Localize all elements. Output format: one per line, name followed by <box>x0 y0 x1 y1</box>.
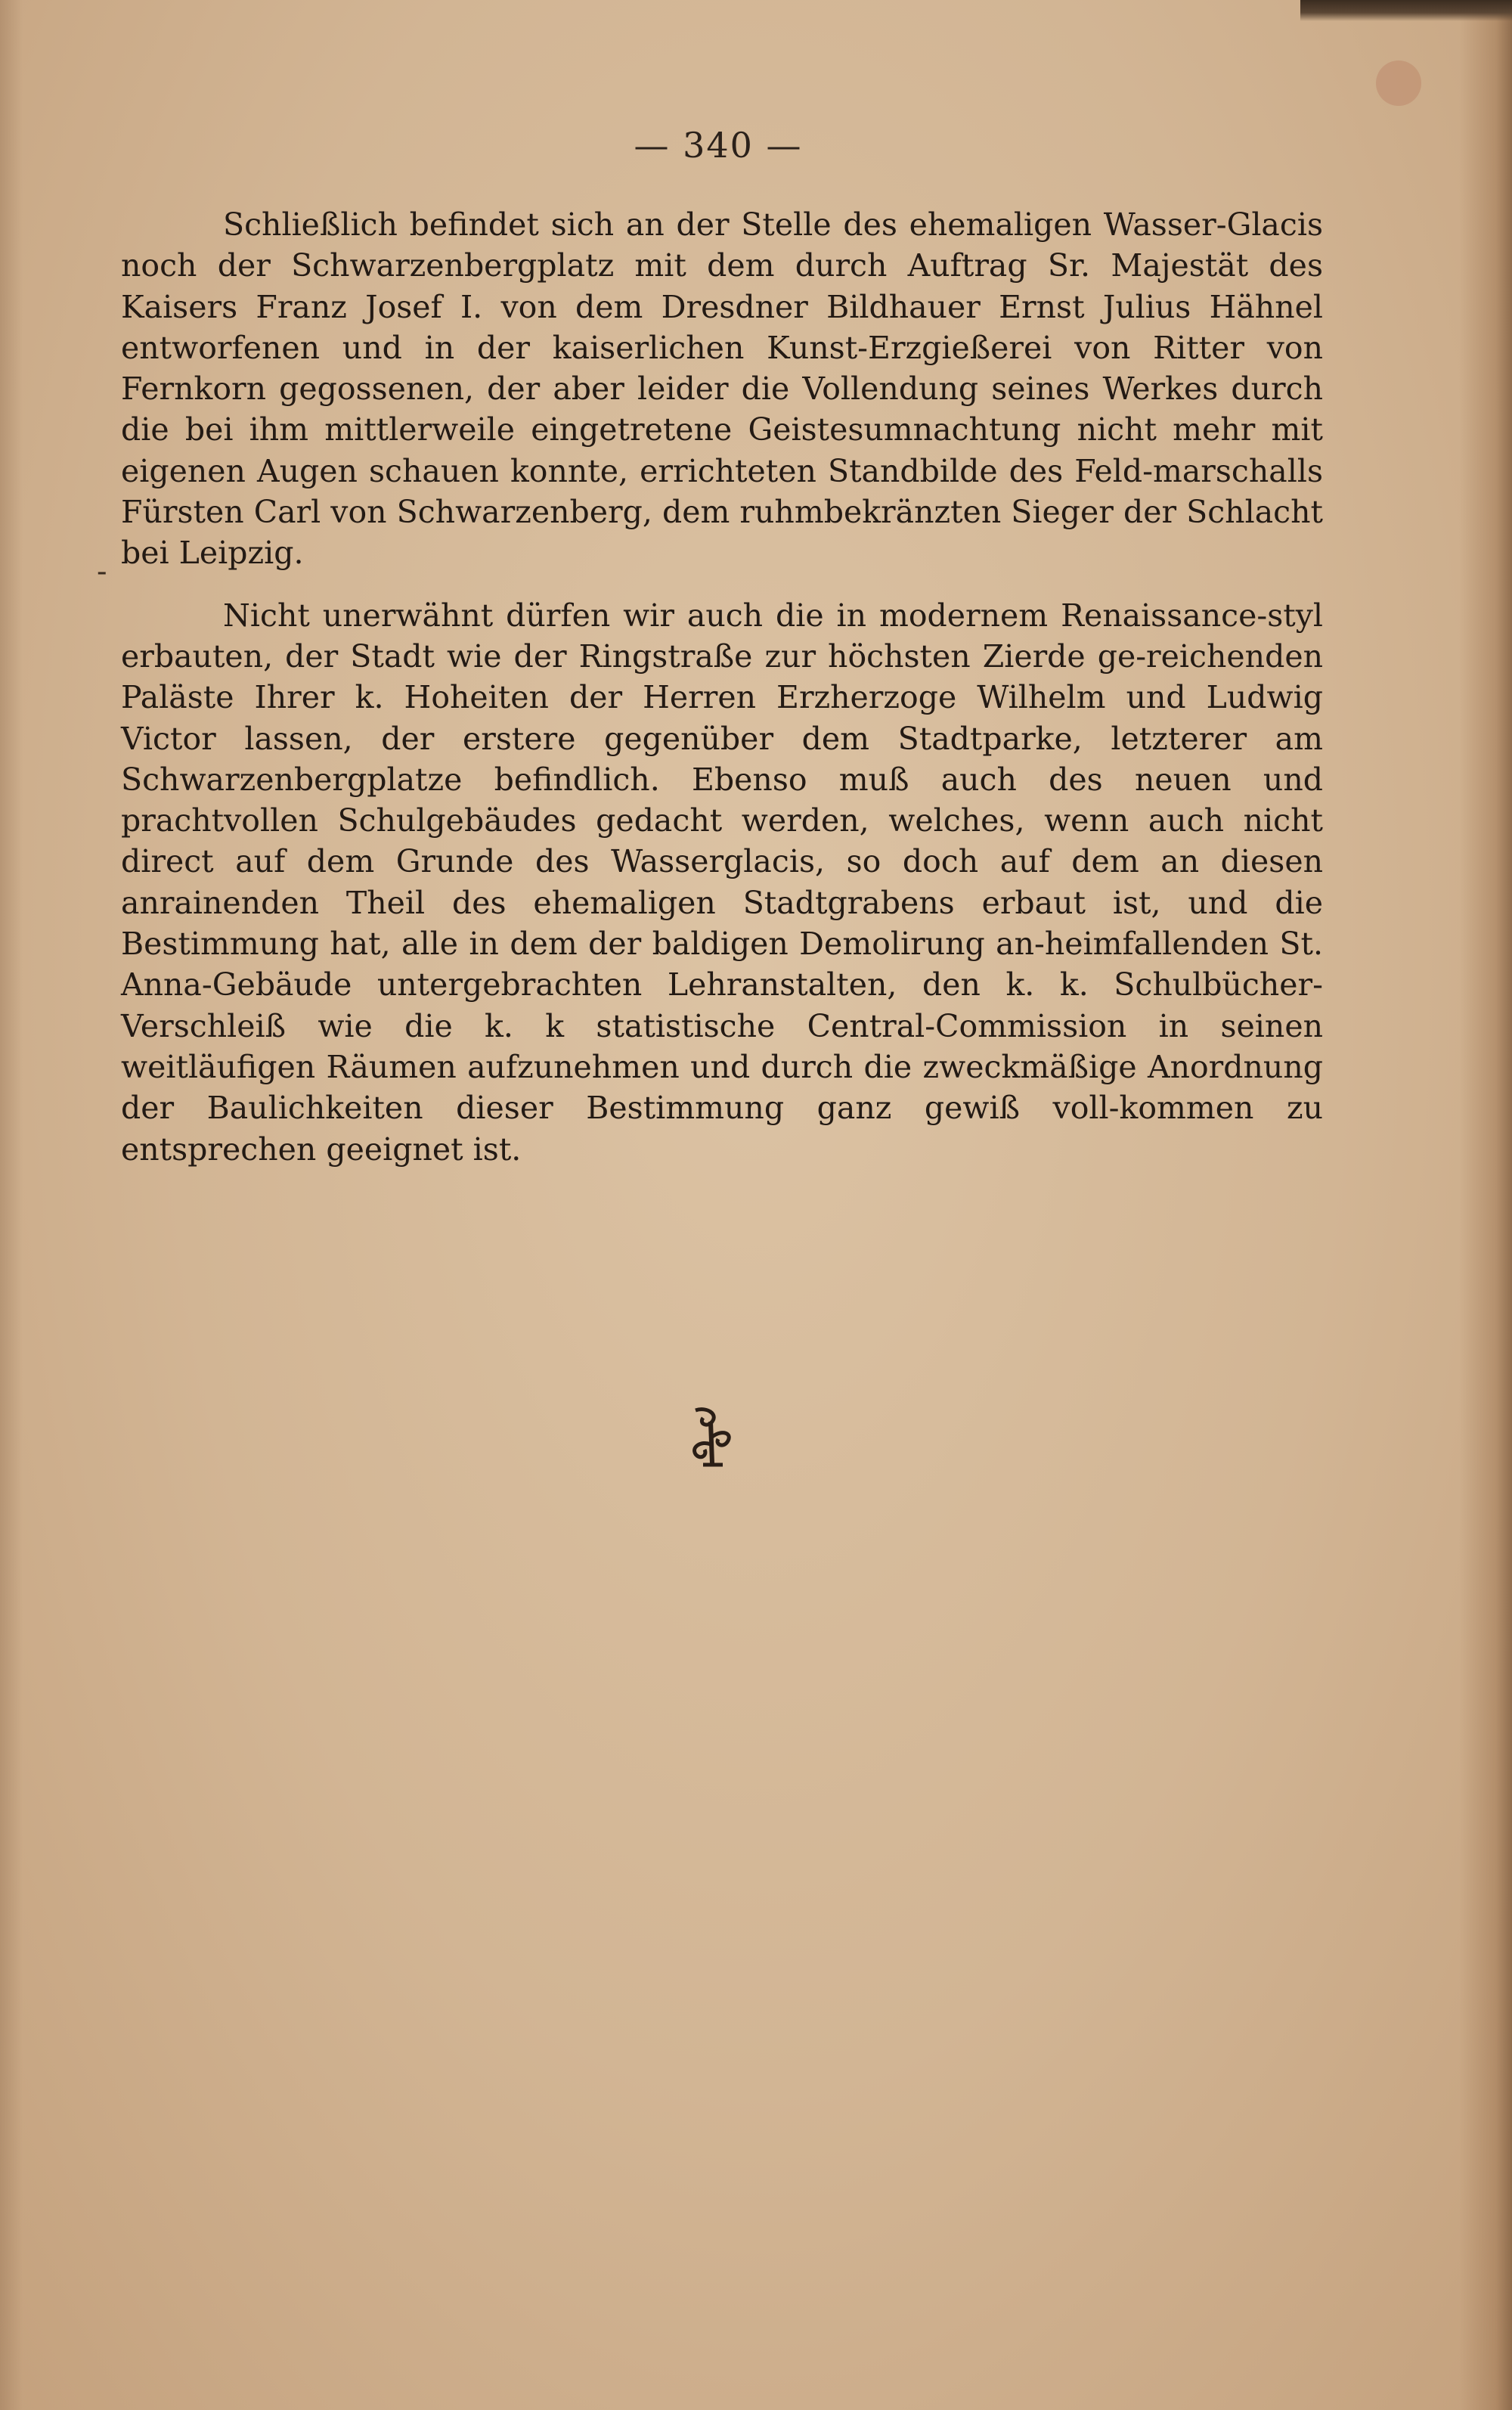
page-corner-dark <box>1300 0 1512 21</box>
gutter-shadow <box>0 0 23 2410</box>
paragraph-2: Nicht unerwähnt dürfen wir auch die in modernem Renaissance-styl erbauten, der Stadt wie der Ringstraße zur höchsten Zierde ge-reichenden Paläste Ihrer k. Hoheiten der Herren Erzherzoge Wilhelm und Ludwig Victor lassen, der erstere gegenüber dem Stadtparke, letzterer am Schwarzenbergplatze befindlich. Ebenso muß auch des neuen und prachtvollen Schulgebäudes gedacht werden, welches, wenn auch nicht direct auf dem Grunde des Wasserglacis, so doch auf dem an diesen anrainenden Theil des ehemaligen Stadtgrabens erbaut ist, und die Bestimmung hat, alle in dem der baldigen Demolirung an-heimfallenden St. Anna-Gebäude untergebrachten Lehranstalten, den k. k. Schulbücher-Verschleiß wie die k. k statistische Central-Commission in seinen weitläufigen Räumen aufzunehmen und durch die zweckmäßige Anordnung der Baulichkeiten dieser Bestimmung ganz gewiß voll-kommen zu entsprechen geeignet ist. <box>121 597 1323 1168</box>
paper-stain <box>1376 60 1421 106</box>
main-text <box>121 204 1323 1170</box>
page-edge-shadow <box>1459 0 1512 2410</box>
paragraph-1: Schließlich befindet sich an der Stelle des ehemaligen Wasser-Glacis noch der Schwarzenbergplatz mit dem durch Auftrag Sr. Majestät des Kaisers Franz Josef I. von dem Dresdner Bildhauer Ernst Julius Hähnel entworfenen und in der kaiserlichen Kunst-Erzgießerei von Ritter von Fernkorn gegossenen, der aber leider die Vollendung seines Werkes durch die bei ihm mittlerweile eingetretene Geistesumnachtung nicht mehr mit eigenen Augen schauen konnte, errichteten Standbilde des Feld-marschalls Fürsten Carl von Schwarzenberg, dem ruhmbekränzten Sieger der Schlacht bei Leipzig. <box>121 206 1323 572</box>
floral-ornament-icon <box>680 1403 741 1471</box>
margin-dash-icon: - <box>97 554 107 589</box>
page-number: — 340 — <box>634 125 803 166</box>
